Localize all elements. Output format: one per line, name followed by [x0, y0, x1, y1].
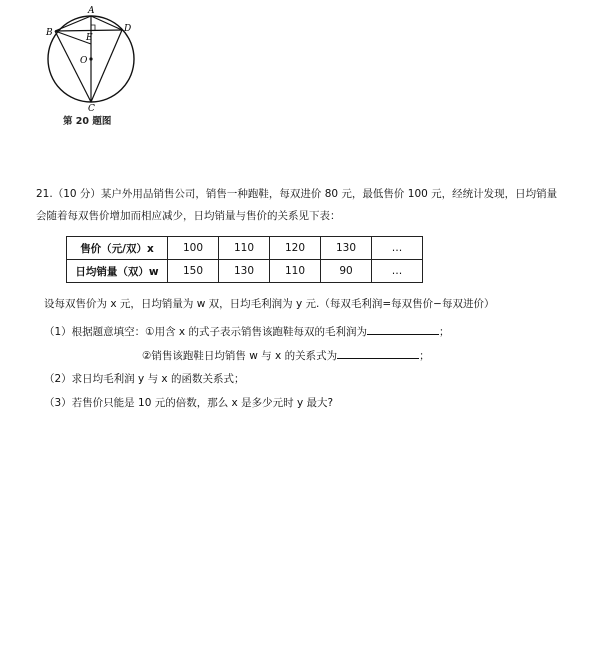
part-1a	[44, 322, 449, 339]
label-o: O	[80, 56, 88, 66]
table-cell: 90	[321, 260, 372, 283]
line-dc	[91, 30, 122, 102]
table-cell: 130	[321, 237, 372, 260]
part-2: （2）求日均毛利润 y 与 x 的函数关系式；	[44, 373, 245, 385]
part-1b-end: ；	[419, 350, 430, 362]
part-1a-end: ；	[438, 326, 450, 338]
label-b: B	[46, 28, 53, 38]
row-header-price: 售价（元/双）x	[67, 237, 168, 260]
row-header-sales: 日均销量（双）w	[67, 260, 168, 283]
line-ad	[91, 16, 122, 30]
figure-caption: 第 20 题图	[63, 116, 112, 127]
label-c: C	[88, 104, 95, 112]
label-d: D	[124, 24, 132, 34]
question-line-2: 会随着每双售价增加而相应减少，日均销量与售价的关系见下表：	[36, 210, 341, 222]
table-row	[67, 260, 423, 283]
table-cell: 150	[168, 260, 219, 283]
table-cell: 110	[270, 260, 321, 283]
circle-diagram	[36, 0, 146, 112]
part-1a-text: （1）根据题意填空：①用含 x 的式子表示销售该跑鞋每双的毛利润为	[44, 326, 367, 338]
chord-bd	[55, 30, 122, 31]
table-row	[67, 237, 423, 260]
answer-blank-2[interactable]	[337, 346, 419, 359]
table-cell: 120	[270, 237, 321, 260]
label-a: A	[88, 6, 95, 16]
table-cell: …	[372, 260, 423, 283]
answer-blank-1[interactable]	[367, 322, 439, 335]
line-ab	[55, 16, 91, 31]
label-e: E	[86, 33, 93, 43]
question-line-1: 21.（10 分）某户外用品销售公司，销售一种跑鞋，每双进价 80 元，最低售价 100 元，经统计发现，日均销量	[36, 188, 558, 200]
part-3: （3）若售价只能是 10 元的倍数，那么 x 是多少元时 y 最大?	[44, 397, 334, 409]
part-1b-text: ②销售该跑鞋日均销售 w 与 x 的关系式为	[142, 350, 338, 362]
geometry-figure	[36, 0, 146, 128]
table-cell: …	[372, 237, 423, 260]
table-cell: 130	[219, 260, 270, 283]
table-cell: 100	[168, 237, 219, 260]
price-sales-table	[66, 236, 423, 283]
center-point	[89, 57, 92, 60]
part-1b	[142, 346, 430, 363]
setup-text: 设每双售价为 x 元，日均销量为 w 双，日均毛利润为 y 元.（每双毛利润=每双售价−每双进价）	[44, 298, 495, 310]
table-cell: 110	[219, 237, 270, 260]
